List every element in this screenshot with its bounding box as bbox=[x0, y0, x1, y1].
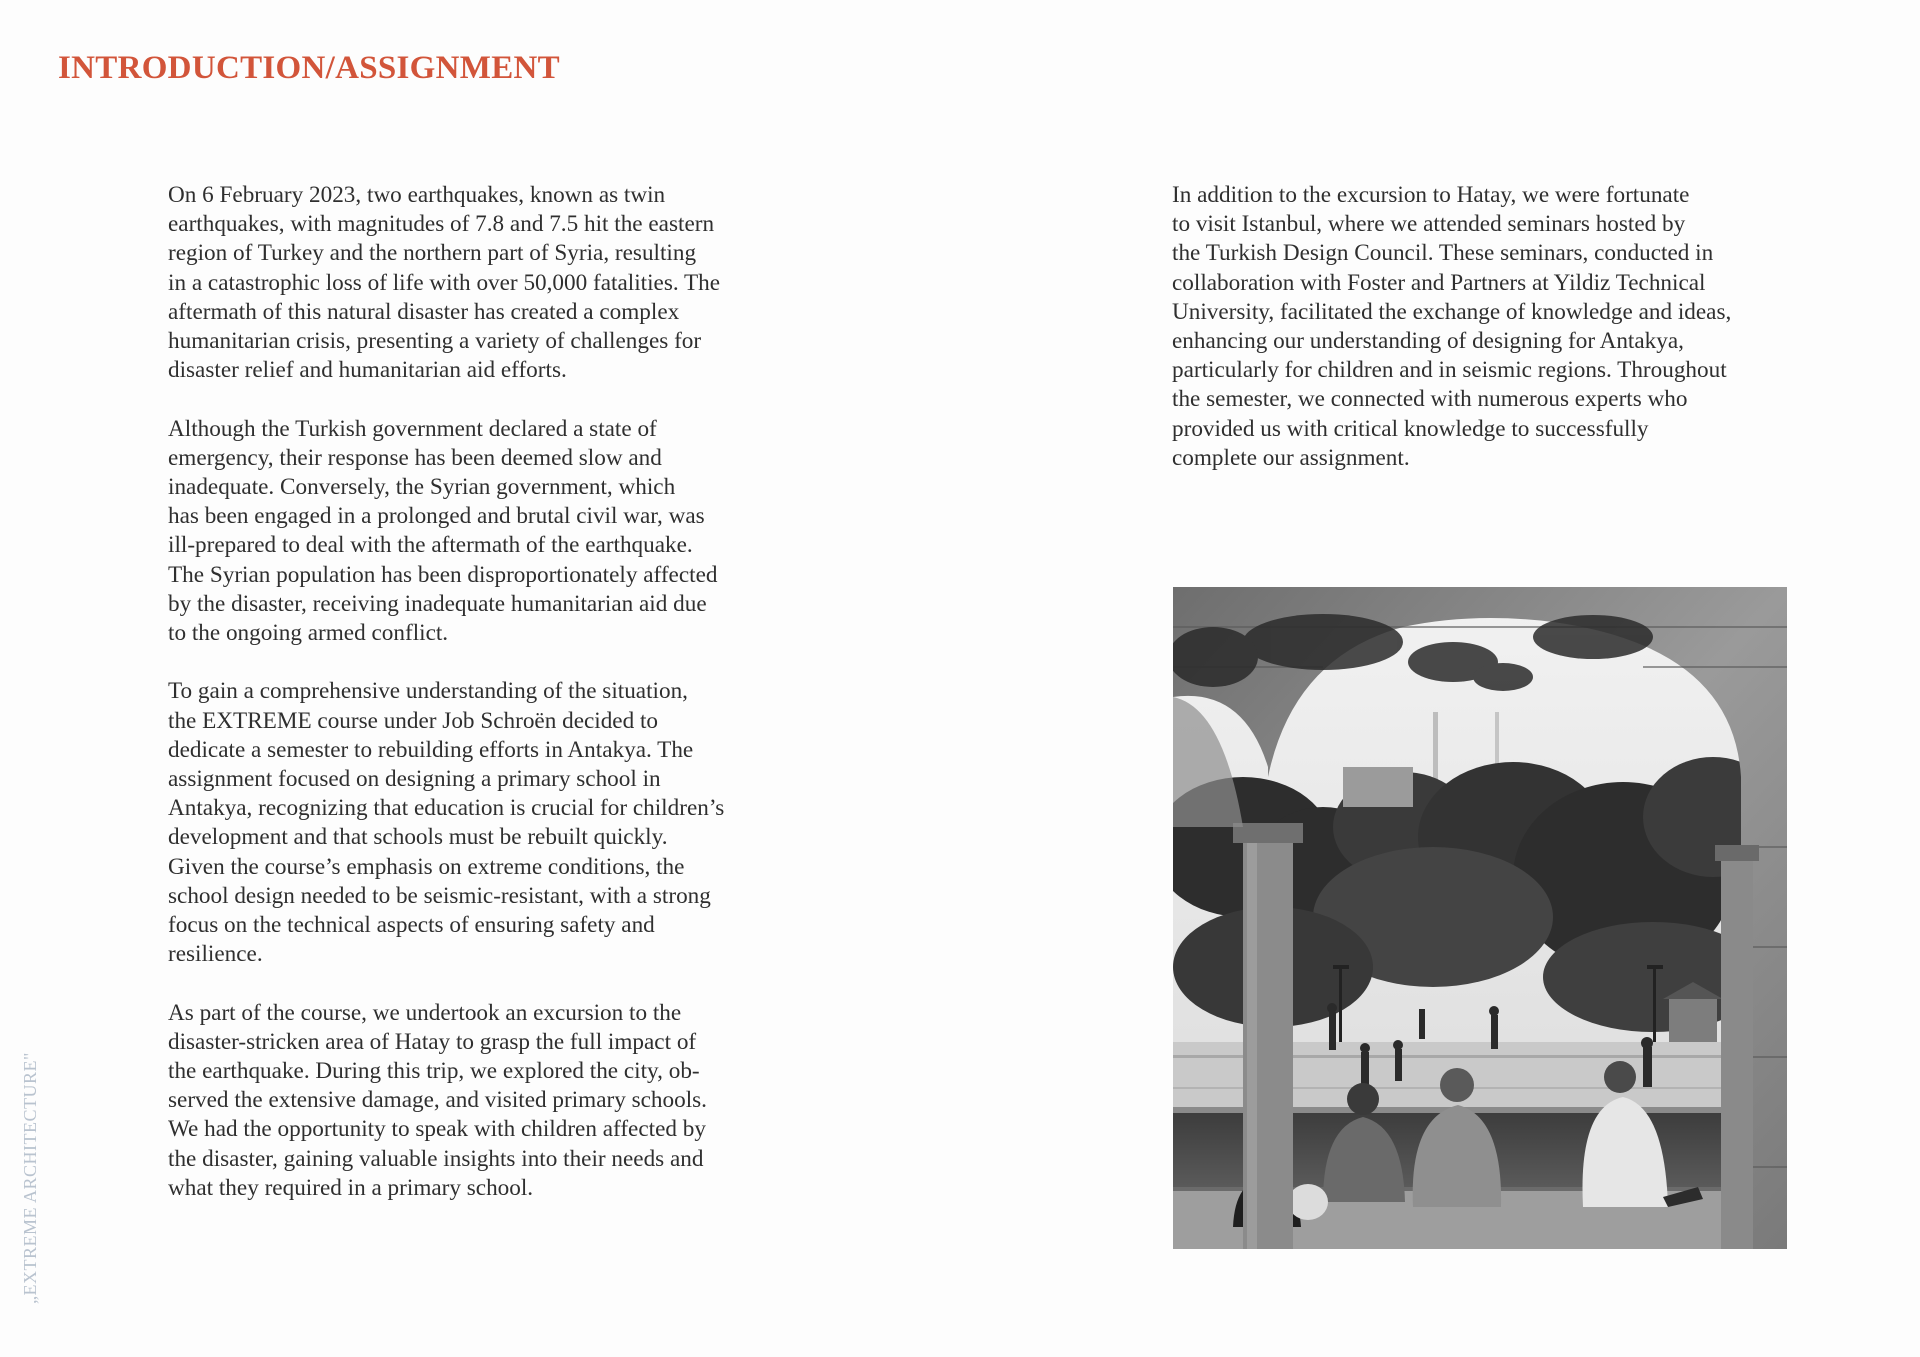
left-text-column bbox=[168, 181, 808, 1232]
paragraph-course-assignment: To gain a comprehensive understanding of the situation, the EXTREME course under Job Schroën decided to dedicate a semester to rebuilding efforts in Antakya. The assignment focused on designing a primary school in Antakya, recognizing that education is crucial for children’s development and that schools must be rebuilt quickly. Given the course’s emphasis on extreme conditions, the school design needed to be seismic-resistant, with a strong focus on the technical aspects of ensuring safety and resilience. bbox=[168, 678, 725, 968]
right-text-column bbox=[1172, 181, 1812, 502]
page-title: INTRODUCTION/ASSIGNMENT bbox=[58, 50, 560, 86]
paragraph-hatay-excursion: As part of the course, we undertook an excursion to the disaster-stricken area of Hatay to grasp the full impact of the earthquake. During this trip, we explored the city, ob- served the extensive damage, and visited primary schools. We had the opportunity to speak with children affected by the disaster, gaining valuable insights into their needs and what they required in a primary school. bbox=[168, 999, 707, 1201]
paragraph-government-response: Although the Turkish government declared a state of emergency, their response has been deemed slow and inadequate. Conversely, the Syrian government, which has been engaged in a prolonged and brutal civil war, was ill-prepared to deal with the aftermath of the earthquake. The Syrian population has been disproportionately affected by the disaster, receiving inadequate humanitarian aid due to the ongoing armed conflict. bbox=[168, 415, 718, 647]
arch-courtyard-illustration bbox=[1173, 587, 1787, 1249]
paragraph-earthquake-intro: On 6 February 2023, two earthquakes, known as twin earthquakes, with magnitudes of 7.8 and 7.5 hit the eastern region of Turkey and the northern part of Syria, resulting in a catastrophic loss of life with over 50,000 fatalities. The aftermath of this natural disaster has created a complex humanitarian crisis, presenting a variety of challenges for disaster relief and humanitarian aid efforts. bbox=[168, 182, 721, 384]
paragraph-istanbul-seminars: In addition to the excursion to Hatay, we were fortunate to visit Istanbul, where we attended seminars hosted by the Turkish Design Council. These seminars, conducted in collaboration with Foster and Partners at Yildiz Technical University, facilitated the exchange of knowledge and ideas, enhancing our understanding of designing for Antakya, particularly for children and in seismic regions. Throughout the semester, we connected with numerous experts who provided us with critical knowledge to successfully complete our assignment. bbox=[1172, 182, 1732, 471]
side-label-extreme-architecture: „EXTREME ARCHITECTURE" bbox=[20, 1052, 40, 1304]
arch-courtyard-photo bbox=[1173, 587, 1787, 1249]
